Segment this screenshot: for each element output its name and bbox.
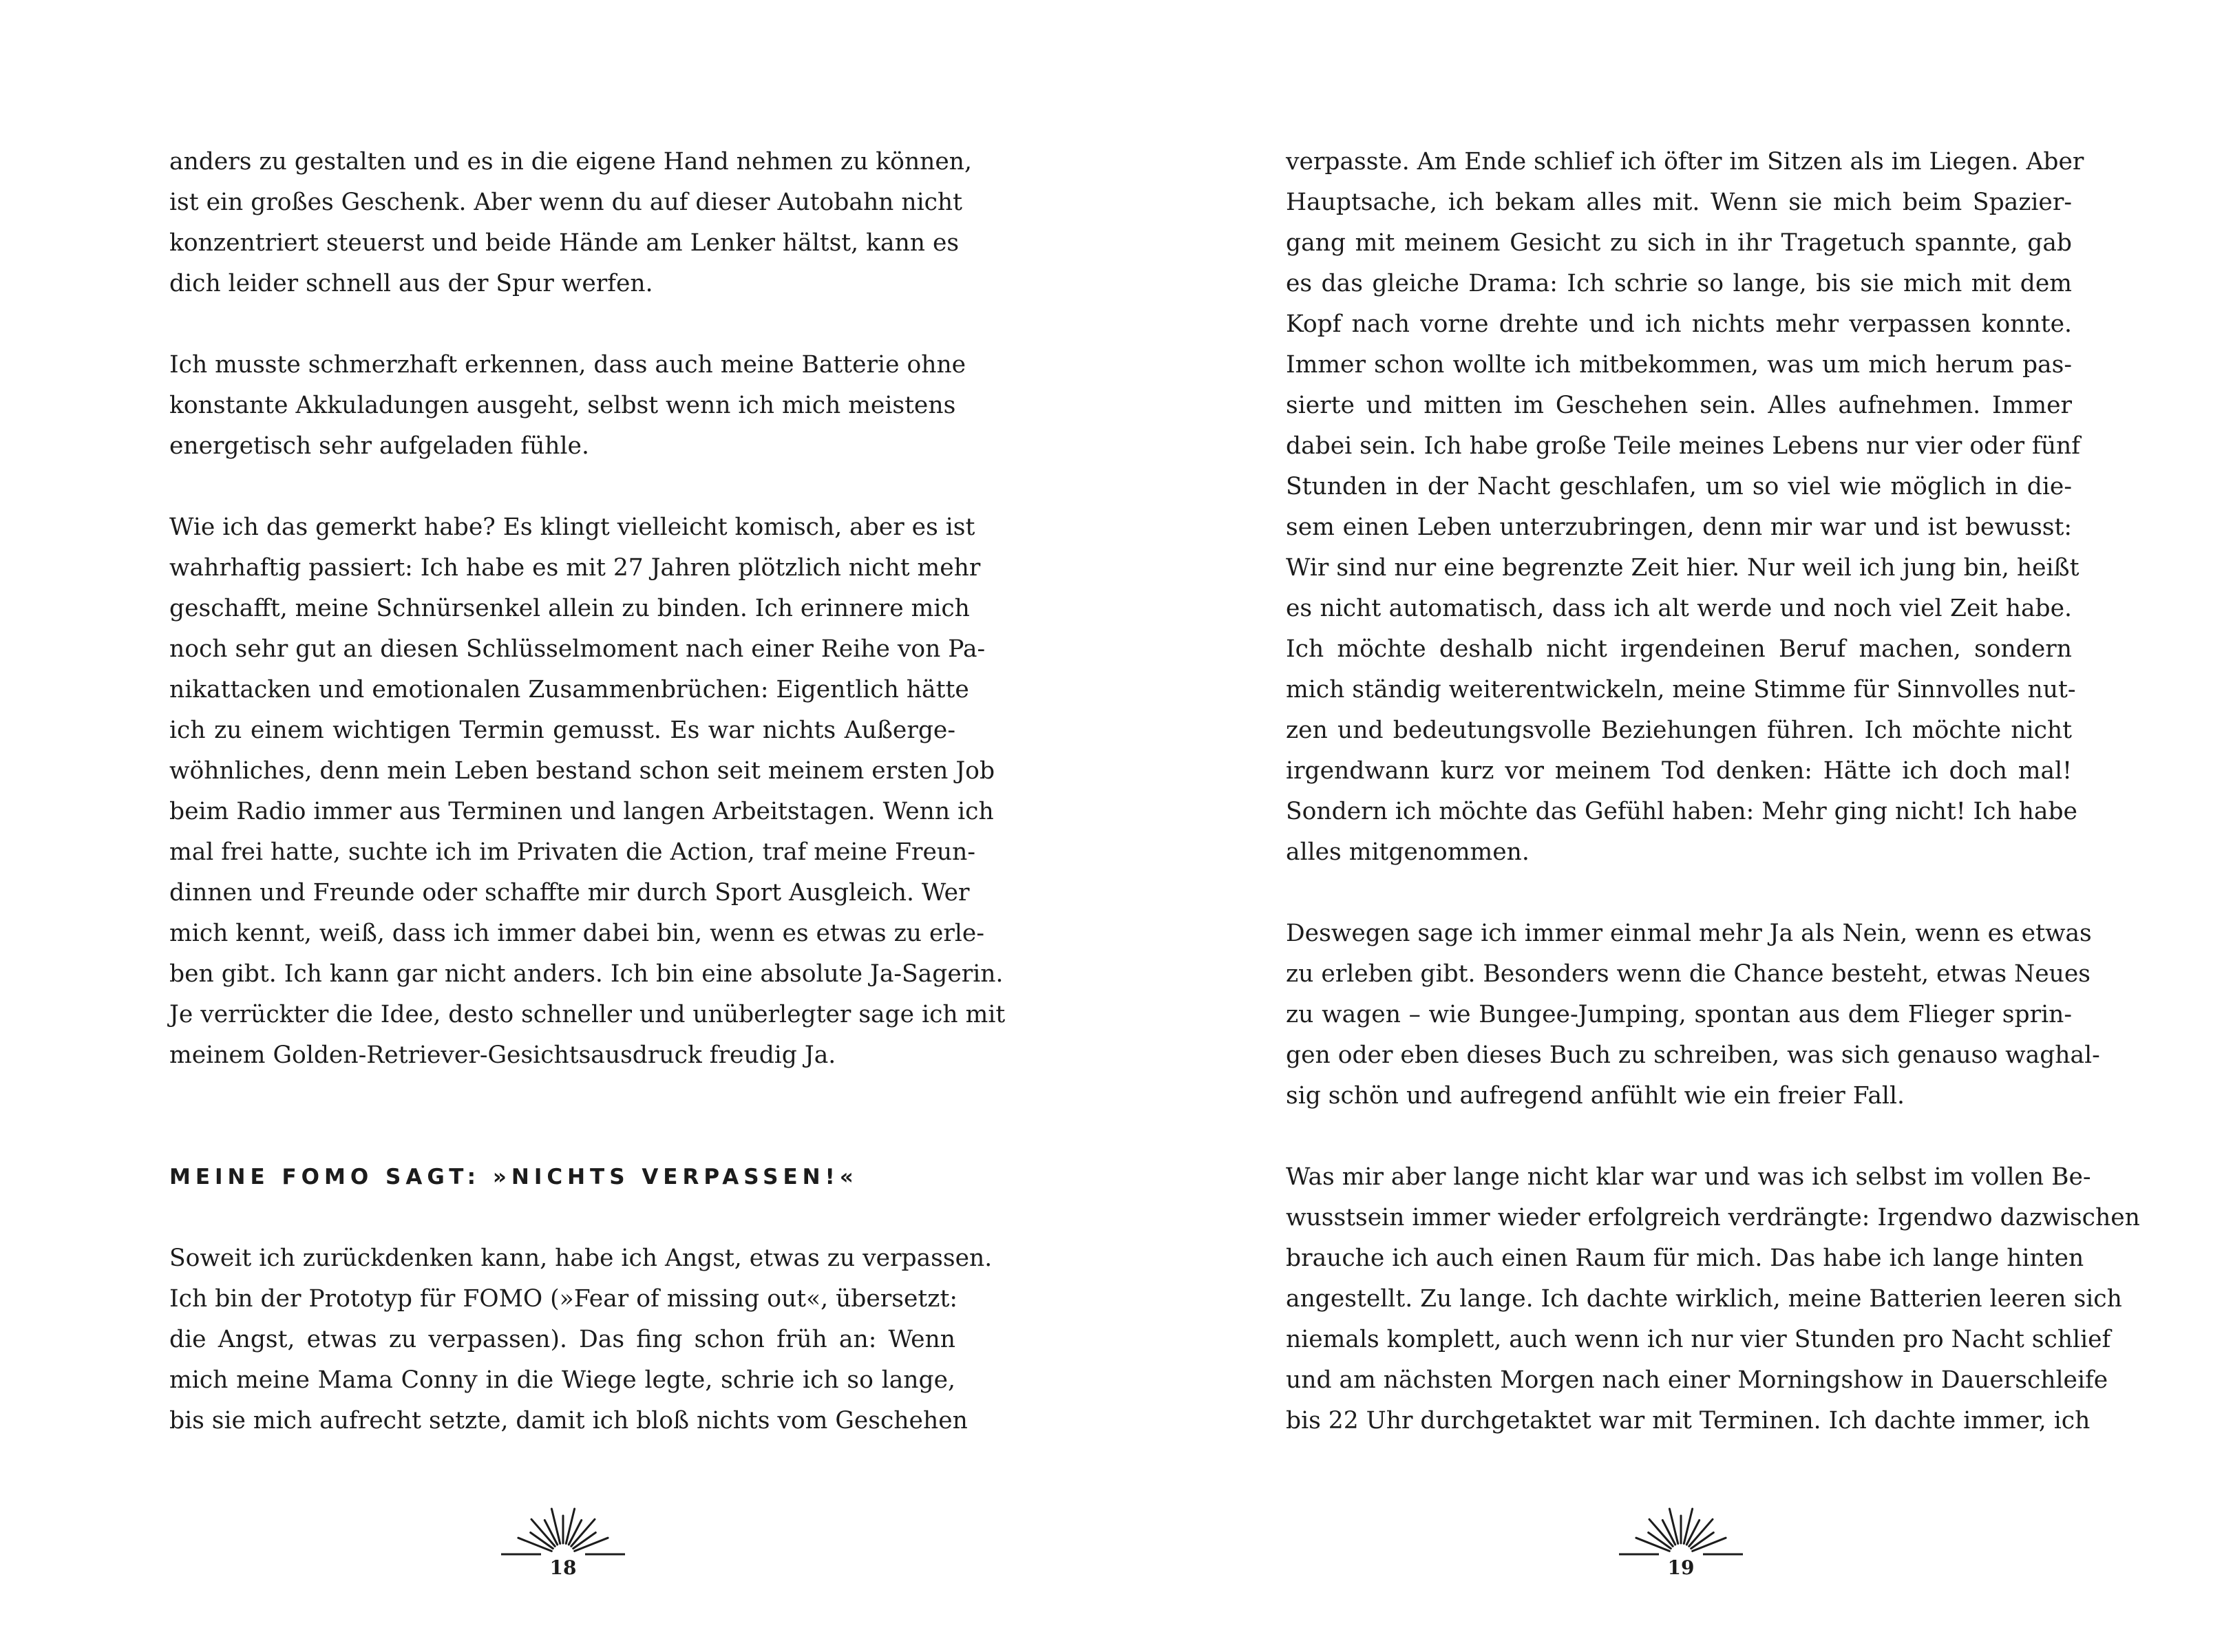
paragraph-gap: [169, 1076, 955, 1116]
text-line: Soweit ich zurückdenken kann, habe ich Angst, etwas zu verpassen.: [169, 1245, 993, 1272]
text-line: wahrhaftig passiert: Ich habe es mit 27 Jahren plötzlich nicht mehr: [169, 554, 981, 582]
left-page-folio: [501, 1501, 625, 1583]
text-line: Wir sind nur eine begrenzte Zeit hier. Nur weil ich jung bin, heißt: [1286, 554, 2079, 582]
text-line: die Angst, etwas zu verpassen). Das fing schon früh an: Wenn: [169, 1326, 955, 1353]
text-line: Ich möchte deshalb nicht irgendeinen Beruf machen, sondern: [1286, 635, 2072, 663]
paragraph-gap: [1286, 873, 2072, 913]
text-line: mich meine Mama Conny in die Wiege legte, schrie ich so lange,: [169, 1366, 955, 1394]
text-line: verpasste. Am Ende schlief ich öfter im Sitzen als im Liegen. Aber: [1286, 148, 2084, 176]
sunburst-ornament-icon: [501, 1501, 625, 1556]
text-line: ben gibt. Ich kann gar nicht anders. Ich bin eine absolute Ja-Sagerin.: [169, 960, 1004, 988]
text-line: mich ständig weiterentwickeln, meine Stimme für Sinnvolles nut-: [1286, 676, 2076, 703]
sunburst-ray: [1684, 1509, 1692, 1544]
left-page: [0, 0, 1116, 1652]
paragraph-gap: [169, 467, 955, 507]
text-line: geschafft, meine Schnürsenkel allein zu binden. Ich erinnere mich: [169, 595, 970, 622]
paragraph-gap: [169, 1198, 955, 1238]
sunburst-ray: [551, 1509, 560, 1544]
paragraph-gap: [169, 1116, 955, 1157]
paragraph-gap: [1286, 1116, 2072, 1157]
text-line: es nicht automatisch, dass ich alt werde und noch viel Zeit habe.: [1286, 595, 2072, 622]
section-heading: MEINE FOMO SAGT: »NICHTS VERPASSEN!«: [169, 1165, 858, 1189]
text-line: es das gleiche Drama: Ich schrie so lange, bis sie mich mit dem: [1286, 270, 2072, 297]
text-line: dabei sein. Ich habe große Teile meines Lebens nur vier oder fünf: [1286, 432, 2081, 460]
text-line: brauche ich auch einen Raum für mich. Das habe ich lange hinten: [1286, 1245, 2084, 1272]
right-page-text: [1286, 142, 2140, 1441]
text-line: mich kennt, weiß, dass ich immer dabei bin, wenn es etwas zu erle-: [169, 920, 984, 947]
right-page-folio: [1619, 1501, 1743, 1583]
text-line: alles mitgenommen.: [1286, 838, 1530, 866]
sunburst-ray: [566, 1509, 574, 1544]
text-line: ich zu einem wichtigen Termin gemusst. Es war nichts Außerge-: [169, 717, 955, 744]
text-line: Was mir aber lange nicht klar war und was ich selbst im vollen Be-: [1286, 1163, 2091, 1191]
text-line: gen oder eben dieses Buch zu schreiben, was sich genauso waghal-: [1286, 1041, 2100, 1069]
text-line: Je verrückter die Idee, desto schneller und unüberlegter sage ich mit: [169, 1001, 1006, 1028]
text-line: wöhnliches, denn mein Leben bestand schon seit meinem ersten Job: [169, 757, 995, 785]
text-line: Kopf nach vorne drehte und ich nichts mehr verpassen konnte.: [1286, 310, 2072, 338]
text-line: beim Radio immer aus Terminen und langen Arbeitstagen. Wenn ich: [169, 798, 994, 825]
text-line: sem einen Leben unterzubringen, denn mir war und ist bewusst:: [1286, 513, 2072, 541]
text-line: wusstsein immer wieder erfolgreich verdrängte: Irgendwo dazwischen: [1286, 1204, 2140, 1231]
text-line: energetisch sehr aufgeladen fühle.: [169, 432, 589, 460]
text-line: ist ein großes Geschenk. Aber wenn du auf dieser Autobahn nicht: [169, 189, 963, 216]
text-line: Sondern ich möchte das Gefühl haben: Mehr ging nicht! Ich habe: [1286, 798, 2077, 825]
text-line: noch sehr gut an diesen Schlüsselmoment nach einer Reihe von Pa-: [169, 635, 986, 663]
text-line: meinem Golden-Retriever-Gesichtsausdruck freudig Ja.: [169, 1041, 836, 1069]
text-line: zu wagen – wie Bungee-Jumping, spontan aus dem Flieger sprin-: [1286, 1001, 2072, 1028]
text-line: niemals komplett, auch wenn ich nur vier Stunden pro Nacht schlief: [1286, 1326, 2111, 1353]
text-line: anders zu gestalten und es in die eigene Hand nehmen zu können,: [169, 148, 972, 176]
text-line: sierte und mitten im Geschehen sein. Alles aufnehmen. Immer: [1286, 392, 2072, 419]
text-line: Immer schon wollte ich mitbekommen, was um mich herum pas-: [1286, 351, 2072, 379]
text-line: Ich bin der Prototyp für FOMO (»Fear of missing out«, übersetzt:: [169, 1285, 957, 1313]
page-number: 19: [1667, 1556, 1695, 1579]
text-line: zen und bedeutungsvolle Beziehungen führen. Ich möchte nicht: [1286, 717, 2072, 744]
text-line: Hauptsache, ich bekam alles mit. Wenn sie mich beim Spazier-: [1286, 189, 2072, 216]
text-line: bis sie mich aufrecht setzte, damit ich bloß nichts vom Geschehen: [169, 1407, 968, 1434]
text-line: bis 22 Uhr durchgetaktet war mit Terminen. Ich dachte immer, ich: [1286, 1407, 2091, 1434]
text-line: zu erleben gibt. Besonders wenn die Chance besteht, etwas Neues: [1286, 960, 2091, 988]
text-line: Deswegen sage ich immer einmal mehr Ja als Nein, wenn es etwas: [1286, 920, 2092, 947]
text-line: gang mit meinem Gesicht zu sich in ihr Tragetuch spannte, gab: [1286, 229, 2072, 257]
text-line: konstante Akkuladungen ausgeht, selbst wenn ich mich meistens: [169, 392, 956, 419]
text-line: Ich musste schmerzhaft erkennen, dass auch meine Batterie ohne: [169, 351, 966, 379]
right-page: [1116, 0, 2233, 1652]
sunburst-ornament-icon: [1619, 1501, 1743, 1556]
text-line: sig schön und aufregend anfühlt wie ein freier Fall.: [1286, 1082, 1905, 1110]
page-number: 18: [549, 1556, 577, 1579]
text-line: Wie ich das gemerkt habe? Es klingt vielleicht komisch, aber es ist: [169, 513, 975, 541]
text-line: mal frei hatte, suchte ich im Privaten die Action, traf meine Freun-: [169, 838, 975, 866]
text-line: angestellt. Zu lange. Ich dachte wirklich, meine Batterien leeren sich: [1286, 1285, 2122, 1313]
text-line: und am nächsten Morgen nach einer Morningshow in Dauerschleife: [1286, 1366, 2108, 1394]
sunburst-ray: [1669, 1509, 1678, 1544]
text-line: dich leider schnell aus der Spur werfen.: [169, 270, 653, 297]
text-line: nikattacken und emotionalen Zusammenbrüchen: Eigentlich hätte: [169, 676, 969, 703]
text-line: irgendwann kurz vor meinem Tod denken: Hätte ich doch mal!: [1286, 757, 2072, 785]
text-line: dinnen und Freunde oder schaffte mir durch Sport Ausgleich. Wer: [169, 879, 970, 907]
text-line: konzentriert steuerst und beide Hände am Lenker hältst, kann es: [169, 229, 960, 257]
paragraph-gap: [169, 304, 955, 345]
text-line: Stunden in der Nacht geschlafen, um so viel wie möglich in die-: [1286, 473, 2072, 500]
left-page-text: [169, 142, 1006, 1441]
